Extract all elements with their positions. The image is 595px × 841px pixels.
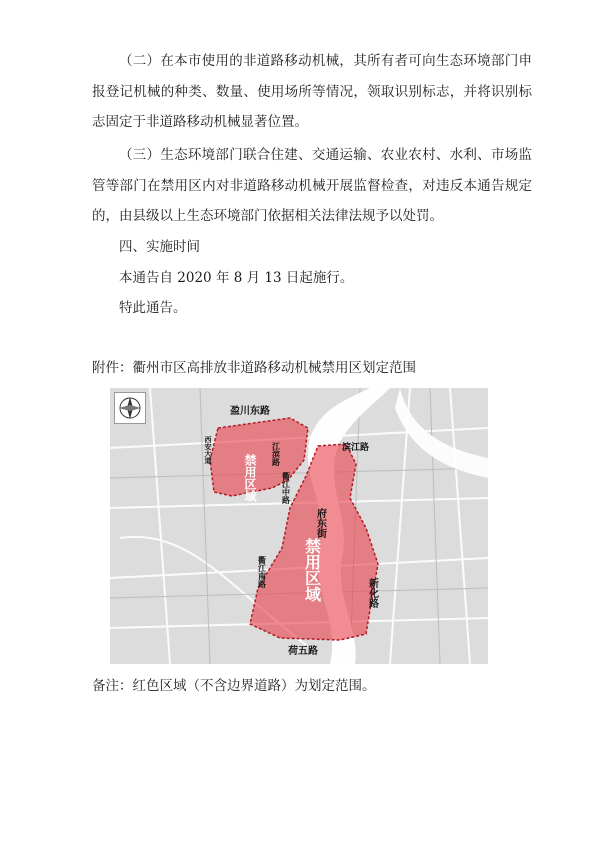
paragraph-registration: （二）在本市使用的非道路移动机械，其所有者可向生态环境部门申报登记机械的种类、数量、使用场所等情况，领取识别标志，并将识别标志固定于非道路移动机械显著位置。	[92, 53, 532, 130]
attachment-title: 附件：衢州市区高排放非道路移动机械禁用区划定范围	[92, 360, 416, 376]
closing-text: 特此通告。	[119, 300, 187, 316]
road-label-jiangzhong: 衢江中路	[281, 472, 291, 504]
zone-2-label: 禁用区域	[302, 538, 322, 602]
road-label-jiangbin: 滨江路	[342, 443, 370, 453]
zone-map	[110, 388, 488, 664]
map-note: 备注：红色区域（不含边界道路）为划定范围。	[92, 678, 376, 694]
map-graphic	[110, 388, 488, 664]
paragraph-supervision: （三）生态环境部门联合住建、交通运输、农业农村、水利、市场监管等部门在禁用区内对非道路移动机械开展监督检查，对违反本通告规定的，由县级以上生态环境部门依据相关法律法规予以处罚。	[92, 147, 532, 224]
road-label-fudong: 府东街	[314, 508, 326, 538]
section-heading: 四、实施时间	[119, 239, 200, 255]
road-label-hewu: 荷五路	[288, 646, 318, 657]
road-label-jiangnan: 衢江南路	[257, 556, 267, 588]
road-label-xinhua: 新化路	[366, 578, 378, 608]
effective-date-text: 本通告自 2020 年 8 月 13 日起施行。	[119, 270, 354, 286]
compass-icon	[114, 392, 146, 424]
zone-1-label: 禁用区域	[243, 454, 257, 502]
road-label-west: 西安大道	[204, 436, 212, 464]
road-label-chengnan: 江滨路	[271, 442, 281, 466]
road-label-baichuan: 盈川东路	[230, 406, 270, 417]
